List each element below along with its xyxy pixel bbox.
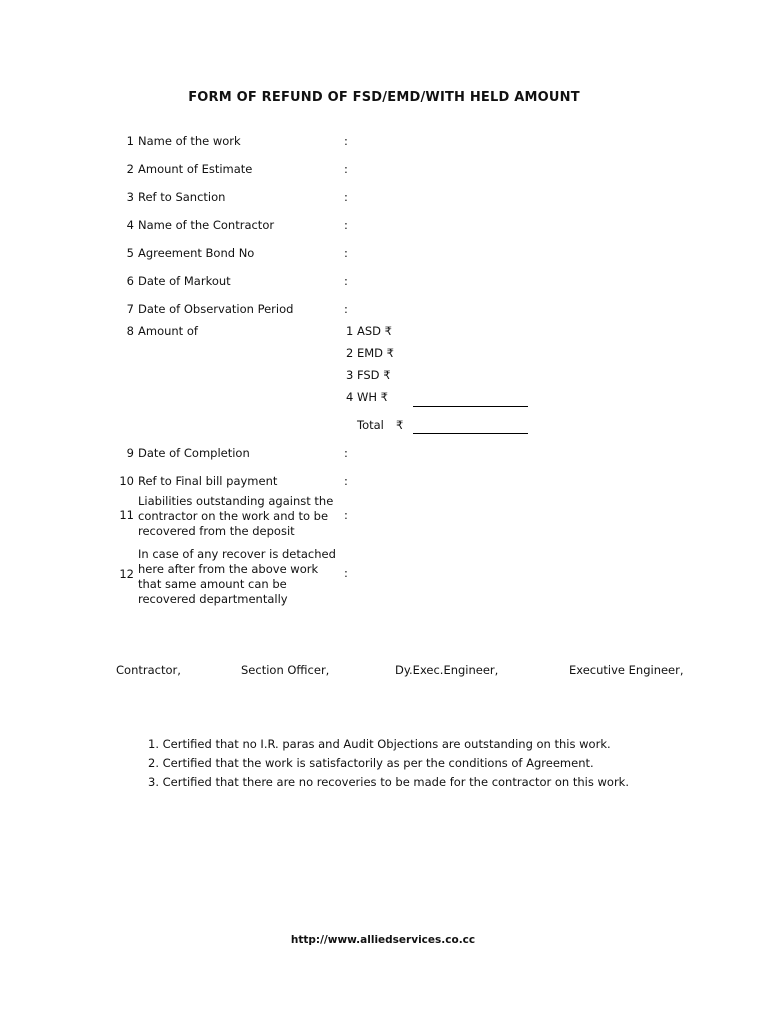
field-colon: : <box>344 274 348 288</box>
field-label: Amount of Estimate <box>138 162 253 176</box>
amount-wh-blank-line[interactable] <box>413 392 528 407</box>
field-label-line: In case of any recover is detached <box>138 547 336 561</box>
field-number: 8 <box>126 324 134 338</box>
field-number: 2 <box>126 162 134 176</box>
field-row-11 <box>0 494 768 540</box>
field-colon: : <box>344 190 348 204</box>
signature-dy-exec-engineer: Dy.Exec.Engineer, <box>395 663 499 677</box>
field-label: Ref to Sanction <box>138 190 226 204</box>
field-label: Amount of <box>138 324 198 338</box>
field-colon: : <box>344 218 348 232</box>
field-number: 11 <box>119 508 134 522</box>
certification-1: 1. Certified that no I.R. paras and Audit Objections are outstanding on this work. <box>148 737 611 751</box>
signature-executive-engineer: Executive Engineer, <box>569 663 684 677</box>
total-currency: ₹ <box>396 418 404 432</box>
field-label-line: here after from the above work <box>138 562 319 576</box>
certification-3: 3. Certified that there are no recoveries to be made for the contractor on this work. <box>148 775 629 789</box>
field-colon: : <box>344 302 348 316</box>
field-colon: : <box>344 508 348 522</box>
field-colon: : <box>344 474 348 488</box>
field-number: 3 <box>126 190 134 204</box>
field-label-line: recovered departmentally <box>138 592 288 606</box>
footer-url[interactable]: http://www.alliedservices.co.cc <box>290 934 476 946</box>
amount-asd-label: 1 ASD ₹ <box>346 324 392 338</box>
field-number: 5 <box>126 246 134 260</box>
field-number: 9 <box>126 446 134 460</box>
field-label-line: Liabilities outstanding against the <box>138 494 334 508</box>
form-title <box>0 90 768 105</box>
field-label: Date of Completion <box>138 446 250 460</box>
field-label: Date of Markout <box>138 274 231 288</box>
field-label-line: that same amount can be <box>138 577 287 591</box>
field-label: Name of the work <box>138 134 241 148</box>
field-colon: : <box>344 246 348 260</box>
field-label-line: recovered from the deposit <box>138 524 295 538</box>
form-title-text: FORM OF REFUND OF FSD/EMD/WITH HELD AMOUNT <box>188 90 580 105</box>
field-label: Ref to Final bill payment <box>138 474 278 488</box>
field-label: Agreement Bond No <box>138 246 255 260</box>
field-number: 10 <box>119 474 134 488</box>
certification-2: 2. Certified that the work is satisfactorily as per the conditions of Agreement. <box>148 756 594 770</box>
field-label-line: contractor on the work and to be <box>138 509 329 523</box>
amount-wh-label: 4 WH ₹ <box>346 390 388 404</box>
field-number: 12 <box>119 567 134 581</box>
field-colon: : <box>344 134 348 148</box>
total-blank-line[interactable] <box>413 419 528 434</box>
field-colon: : <box>344 162 348 176</box>
field-colon: : <box>344 566 348 580</box>
field-number: 6 <box>126 274 134 288</box>
amount-emd-label: 2 EMD ₹ <box>346 346 394 360</box>
signature-contractor: Contractor, <box>116 663 181 677</box>
field-number: 7 <box>126 302 134 316</box>
field-row-12 <box>0 547 768 609</box>
field-number: 1 <box>126 134 134 148</box>
field-label: Name of the Contractor <box>138 218 275 232</box>
amount-fsd-label: 3 FSD ₹ <box>346 368 391 382</box>
field-number: 4 <box>126 218 134 232</box>
field-label: Date of Observation Period <box>138 302 294 316</box>
total-label: Total <box>357 418 384 432</box>
signature-section-officer: Section Officer, <box>241 663 330 677</box>
field-colon: : <box>344 446 348 460</box>
